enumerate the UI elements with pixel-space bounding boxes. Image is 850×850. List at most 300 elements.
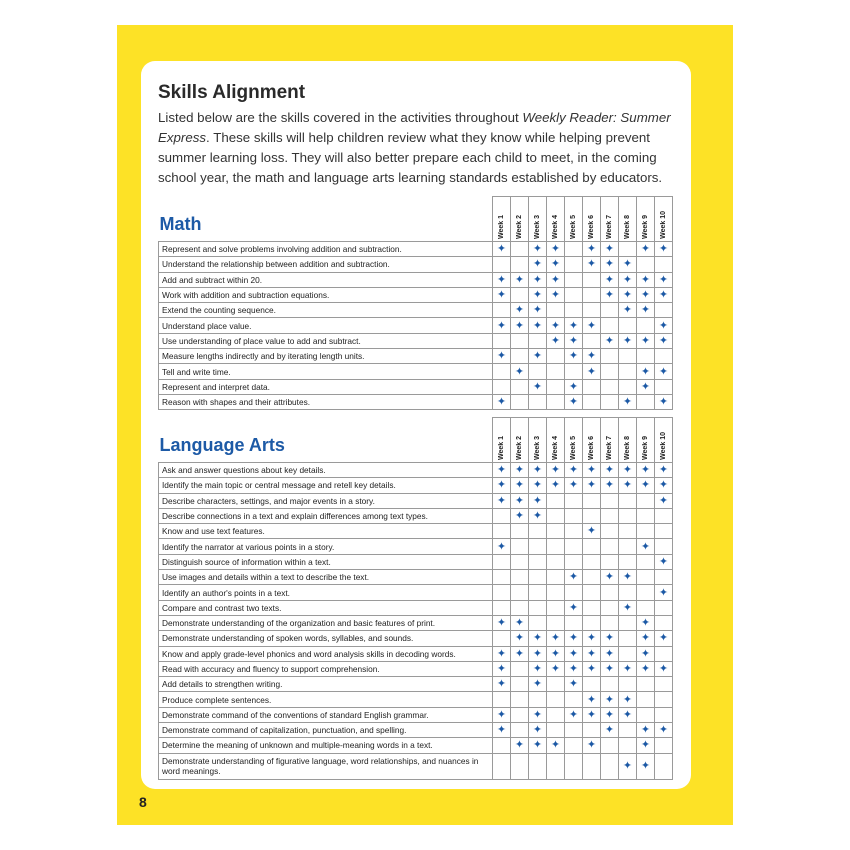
empty-cell [547,554,565,569]
empty-cell [583,677,601,692]
four-point-star-icon: ✦ [529,493,547,508]
four-point-star-icon: ✦ [511,318,529,333]
empty-cell [601,349,619,364]
empty-cell [565,287,583,302]
week-column-header [637,418,655,463]
week-label: Week 3 [534,215,541,239]
four-point-star-icon: ✦ [565,707,583,722]
skill-row [159,272,673,287]
week-label: Week 6 [588,436,595,460]
four-point-star-icon: ✦ [655,333,673,348]
skill-label: Produce complete sentences. [159,692,493,707]
four-point-star-icon: ✦ [493,394,511,409]
four-point-star-icon: ✦ [583,707,601,722]
empty-cell [493,631,511,646]
empty-cell [637,600,655,615]
week-column-header [493,197,511,242]
four-point-star-icon: ✦ [529,272,547,287]
skill-row [159,707,673,722]
four-point-star-icon: ✦ [637,753,655,779]
intro-text-start: Listed below are the skills covered in the activities throughout [158,110,523,125]
skill-label: Demonstrate understanding of the organization and basic features of print. [159,615,493,630]
skill-label: Use understanding of place value to add and subtract. [159,333,493,348]
four-point-star-icon: ✦ [547,333,565,348]
four-point-star-icon: ✦ [493,615,511,630]
four-point-star-icon: ✦ [529,723,547,738]
empty-cell [565,508,583,523]
empty-cell [493,585,511,600]
week-label: Week 4 [552,215,559,239]
four-point-star-icon: ✦ [619,287,637,302]
four-point-star-icon: ✦ [601,707,619,722]
four-point-star-icon: ✦ [565,478,583,493]
skill-row [159,303,673,318]
empty-cell [583,615,601,630]
empty-cell [511,600,529,615]
empty-cell [565,303,583,318]
skill-row [159,646,673,661]
four-point-star-icon: ✦ [493,707,511,722]
four-point-star-icon: ✦ [619,394,637,409]
four-point-star-icon: ✦ [493,661,511,676]
empty-cell [583,753,601,779]
skill-row [159,508,673,523]
empty-cell [637,508,655,523]
four-point-star-icon: ✦ [619,257,637,272]
empty-cell [511,554,529,569]
skill-label: Compare and contrast two texts. [159,600,493,615]
empty-cell [583,287,601,302]
skill-row [159,287,673,302]
four-point-star-icon: ✦ [511,303,529,318]
skill-label: Demonstrate command of capitalization, punctuation, and spelling. [159,723,493,738]
skill-label: Represent and interpret data. [159,379,493,394]
empty-cell [511,707,529,722]
empty-cell [511,723,529,738]
math-table-body [159,242,673,410]
week-label: Week 8 [624,215,631,239]
four-point-star-icon: ✦ [637,738,655,753]
skill-row [159,524,673,539]
skill-row [159,585,673,600]
skill-label: Demonstrate command of the conventions of standard English grammar. [159,707,493,722]
empty-cell [601,394,619,409]
empty-cell [619,508,637,523]
four-point-star-icon: ✦ [529,661,547,676]
empty-cell [547,508,565,523]
empty-cell [637,692,655,707]
four-point-star-icon: ✦ [493,242,511,257]
four-point-star-icon: ✦ [493,677,511,692]
empty-cell [655,707,673,722]
week-label: Week 5 [570,215,577,239]
skill-label: Demonstrate understanding of spoken words, syllables, and sounds. [159,631,493,646]
skill-label: Represent and solve problems involving addition and subtraction. [159,242,493,257]
four-point-star-icon: ✦ [547,478,565,493]
empty-cell [601,615,619,630]
empty-cell [637,585,655,600]
week-column-header [583,418,601,463]
empty-cell [547,570,565,585]
four-point-star-icon: ✦ [493,287,511,302]
empty-cell [637,677,655,692]
four-point-star-icon: ✦ [637,242,655,257]
empty-cell [619,677,637,692]
four-point-star-icon: ✦ [619,272,637,287]
empty-cell [583,272,601,287]
empty-cell [601,508,619,523]
skill-row [159,723,673,738]
empty-cell [511,692,529,707]
four-point-star-icon: ✦ [583,364,601,379]
empty-cell [511,585,529,600]
empty-cell [583,493,601,508]
four-point-star-icon: ✦ [637,333,655,348]
empty-cell [493,303,511,318]
skill-label: Describe characters, settings, and major events in a story. [159,493,493,508]
four-point-star-icon: ✦ [637,615,655,630]
skill-label: Determine the meaning of unknown and multiple-meaning words in a text. [159,738,493,753]
four-point-star-icon: ✦ [619,463,637,478]
skill-label: Ask and answer questions about key details. [159,463,493,478]
empty-cell [547,753,565,779]
empty-cell [565,723,583,738]
empty-cell [601,677,619,692]
empty-cell [655,570,673,585]
four-point-star-icon: ✦ [565,379,583,394]
skill-label: Know and apply grade-level phonics and word analysis skills in decoding words. [159,646,493,661]
empty-cell [511,242,529,257]
four-point-star-icon: ✦ [583,257,601,272]
language-arts-heading: Language Arts [159,435,285,455]
four-point-star-icon: ✦ [601,570,619,585]
empty-cell [547,364,565,379]
empty-cell [493,570,511,585]
skill-label: Identify the main topic or central message and retell key details. [159,478,493,493]
empty-cell [583,570,601,585]
four-point-star-icon: ✦ [619,303,637,318]
week-label: Week 10 [660,432,667,460]
four-point-star-icon: ✦ [637,478,655,493]
empty-cell [547,303,565,318]
week-column-header [637,197,655,242]
week-column-header [547,418,565,463]
four-point-star-icon: ✦ [547,242,565,257]
four-point-star-icon: ✦ [583,349,601,364]
empty-cell [565,539,583,554]
empty-cell [655,379,673,394]
empty-cell [565,242,583,257]
skill-row [159,493,673,508]
empty-cell [547,349,565,364]
week-label: Week 7 [606,436,613,460]
skill-row [159,677,673,692]
empty-cell [565,257,583,272]
week-label: Week 9 [642,215,649,239]
skill-row [159,257,673,272]
week-label: Week 3 [534,436,541,460]
four-point-star-icon: ✦ [493,723,511,738]
four-point-star-icon: ✦ [529,303,547,318]
four-point-star-icon: ✦ [547,463,565,478]
four-point-star-icon: ✦ [565,333,583,348]
empty-cell [511,349,529,364]
empty-cell [601,738,619,753]
empty-cell [583,585,601,600]
four-point-star-icon: ✦ [619,753,637,779]
four-point-star-icon: ✦ [583,463,601,478]
week-label: Week 2 [516,215,523,239]
four-point-star-icon: ✦ [529,478,547,493]
four-point-star-icon: ✦ [529,677,547,692]
week-column-header [493,418,511,463]
empty-cell [547,524,565,539]
skill-label: Understand the relationship between addition and subtraction. [159,257,493,272]
empty-cell [583,508,601,523]
empty-cell [655,508,673,523]
week-label: Week 5 [570,436,577,460]
four-point-star-icon: ✦ [655,554,673,569]
empty-cell [547,379,565,394]
skill-label: Understand place value. [159,318,493,333]
empty-cell [619,318,637,333]
four-point-star-icon: ✦ [655,585,673,600]
empty-cell [619,615,637,630]
four-point-star-icon: ✦ [565,600,583,615]
four-point-star-icon: ✦ [601,333,619,348]
empty-cell [493,257,511,272]
skill-row [159,242,673,257]
skill-label: Extend the counting sequence. [159,303,493,318]
four-point-star-icon: ✦ [493,539,511,554]
empty-cell [529,539,547,554]
four-point-star-icon: ✦ [601,692,619,707]
skill-label: Identify the narrator at various points in a story. [159,539,493,554]
week-label: Week 10 [660,211,667,239]
four-point-star-icon: ✦ [583,524,601,539]
skill-row [159,333,673,348]
four-point-star-icon: ✦ [529,738,547,753]
empty-cell [511,379,529,394]
empty-cell [655,753,673,779]
empty-cell [511,753,529,779]
week-label: Week 9 [642,436,649,460]
page-title: Skills Alignment [158,82,306,103]
four-point-star-icon: ✦ [583,318,601,333]
four-point-star-icon: ✦ [601,287,619,302]
empty-cell [493,364,511,379]
skill-row [159,364,673,379]
four-point-star-icon: ✦ [547,318,565,333]
skill-label: Tell and write time. [159,364,493,379]
four-point-star-icon: ✦ [529,631,547,646]
skill-label: Work with addition and subtraction equations. [159,287,493,302]
empty-cell [529,753,547,779]
skill-row [159,600,673,615]
four-point-star-icon: ✦ [565,463,583,478]
empty-cell [529,570,547,585]
empty-cell [511,257,529,272]
week-label: Week 8 [624,436,631,460]
empty-cell [511,333,529,348]
empty-cell [655,646,673,661]
empty-cell [493,738,511,753]
skill-row [159,394,673,409]
intro-paragraph [158,108,678,188]
empty-cell [583,379,601,394]
four-point-star-icon: ✦ [619,570,637,585]
four-point-star-icon: ✦ [637,379,655,394]
empty-cell [511,539,529,554]
four-point-star-icon: ✦ [547,738,565,753]
empty-cell [511,394,529,409]
four-point-star-icon: ✦ [637,287,655,302]
four-point-star-icon: ✦ [547,661,565,676]
four-point-star-icon: ✦ [637,646,655,661]
four-point-star-icon: ✦ [655,394,673,409]
four-point-star-icon: ✦ [565,677,583,692]
four-point-star-icon: ✦ [547,631,565,646]
four-point-star-icon: ✦ [655,287,673,302]
skill-row [159,554,673,569]
week-column-header [511,197,529,242]
skill-row [159,379,673,394]
four-point-star-icon: ✦ [529,508,547,523]
four-point-star-icon: ✦ [619,478,637,493]
empty-cell [529,333,547,348]
four-point-star-icon: ✦ [529,379,547,394]
empty-cell [601,554,619,569]
four-point-star-icon: ✦ [547,646,565,661]
empty-cell [493,600,511,615]
four-point-star-icon: ✦ [511,364,529,379]
four-point-star-icon: ✦ [583,738,601,753]
week-label: Week 1 [498,215,505,239]
four-point-star-icon: ✦ [601,257,619,272]
empty-cell [493,508,511,523]
skill-row [159,349,673,364]
four-point-star-icon: ✦ [529,349,547,364]
empty-cell [529,585,547,600]
book-title: Weekly Reader: Summer Express [158,110,671,145]
empty-cell [529,554,547,569]
four-point-star-icon: ✦ [511,508,529,523]
empty-cell [529,615,547,630]
four-point-star-icon: ✦ [655,272,673,287]
empty-cell [547,600,565,615]
empty-cell [655,738,673,753]
empty-cell [619,723,637,738]
four-point-star-icon: ✦ [583,242,601,257]
week-column-header [511,418,529,463]
empty-cell [547,394,565,409]
skill-row [159,692,673,707]
four-point-star-icon: ✦ [511,646,529,661]
empty-cell [619,379,637,394]
empty-cell [655,303,673,318]
math-week-header [159,197,673,242]
empty-cell [655,349,673,364]
four-point-star-icon: ✦ [655,463,673,478]
empty-cell [637,493,655,508]
four-point-star-icon: ✦ [511,493,529,508]
week-column-header [565,197,583,242]
skill-label: Know and use text features. [159,524,493,539]
empty-cell [637,524,655,539]
skill-row [159,570,673,585]
skill-row [159,631,673,646]
empty-cell [565,753,583,779]
four-point-star-icon: ✦ [655,364,673,379]
empty-cell [493,524,511,539]
empty-cell [529,600,547,615]
four-point-star-icon: ✦ [655,478,673,493]
week-label: Week 7 [606,215,613,239]
empty-cell [511,677,529,692]
week-label: Week 2 [516,436,523,460]
empty-cell [601,753,619,779]
math-heading: Math [159,214,202,234]
empty-cell [547,692,565,707]
four-point-star-icon: ✦ [655,493,673,508]
four-point-star-icon: ✦ [583,646,601,661]
empty-cell [601,585,619,600]
week-column-header [601,197,619,242]
four-point-star-icon: ✦ [655,318,673,333]
week-label: Week 6 [588,215,595,239]
four-point-star-icon: ✦ [619,600,637,615]
empty-cell [655,677,673,692]
four-point-star-icon: ✦ [583,661,601,676]
empty-cell [493,379,511,394]
empty-cell [655,692,673,707]
empty-cell [619,539,637,554]
empty-cell [511,661,529,676]
four-point-star-icon: ✦ [601,478,619,493]
week-column-header [619,197,637,242]
empty-cell [583,554,601,569]
empty-cell [511,524,529,539]
four-point-star-icon: ✦ [511,738,529,753]
empty-cell [583,600,601,615]
empty-cell [565,493,583,508]
four-point-star-icon: ✦ [637,303,655,318]
empty-cell [619,554,637,569]
empty-cell [565,272,583,287]
empty-cell [601,539,619,554]
empty-cell [601,364,619,379]
four-point-star-icon: ✦ [511,463,529,478]
four-point-star-icon: ✦ [601,661,619,676]
empty-cell [547,723,565,738]
empty-cell [493,753,511,779]
intro-text-end: . These skills will help children review what they know while helping prevent summer learning loss. They will also better prepare each child to meet, in the coming school year, the math and language arts learning standards established by educators. [158,130,663,185]
skill-label: Demonstrate understanding of figurative language, word relationships, and nuances in word meanings. [159,753,493,779]
four-point-star-icon: ✦ [637,661,655,676]
skill-row [159,738,673,753]
skill-row [159,478,673,493]
empty-cell [601,379,619,394]
four-point-star-icon: ✦ [637,539,655,554]
empty-cell [637,394,655,409]
empty-cell [547,707,565,722]
four-point-star-icon: ✦ [619,692,637,707]
four-point-star-icon: ✦ [601,463,619,478]
four-point-star-icon: ✦ [511,615,529,630]
four-point-star-icon: ✦ [529,287,547,302]
four-point-star-icon: ✦ [493,646,511,661]
skill-label: Measure lengths indirectly and by iterating length units. [159,349,493,364]
